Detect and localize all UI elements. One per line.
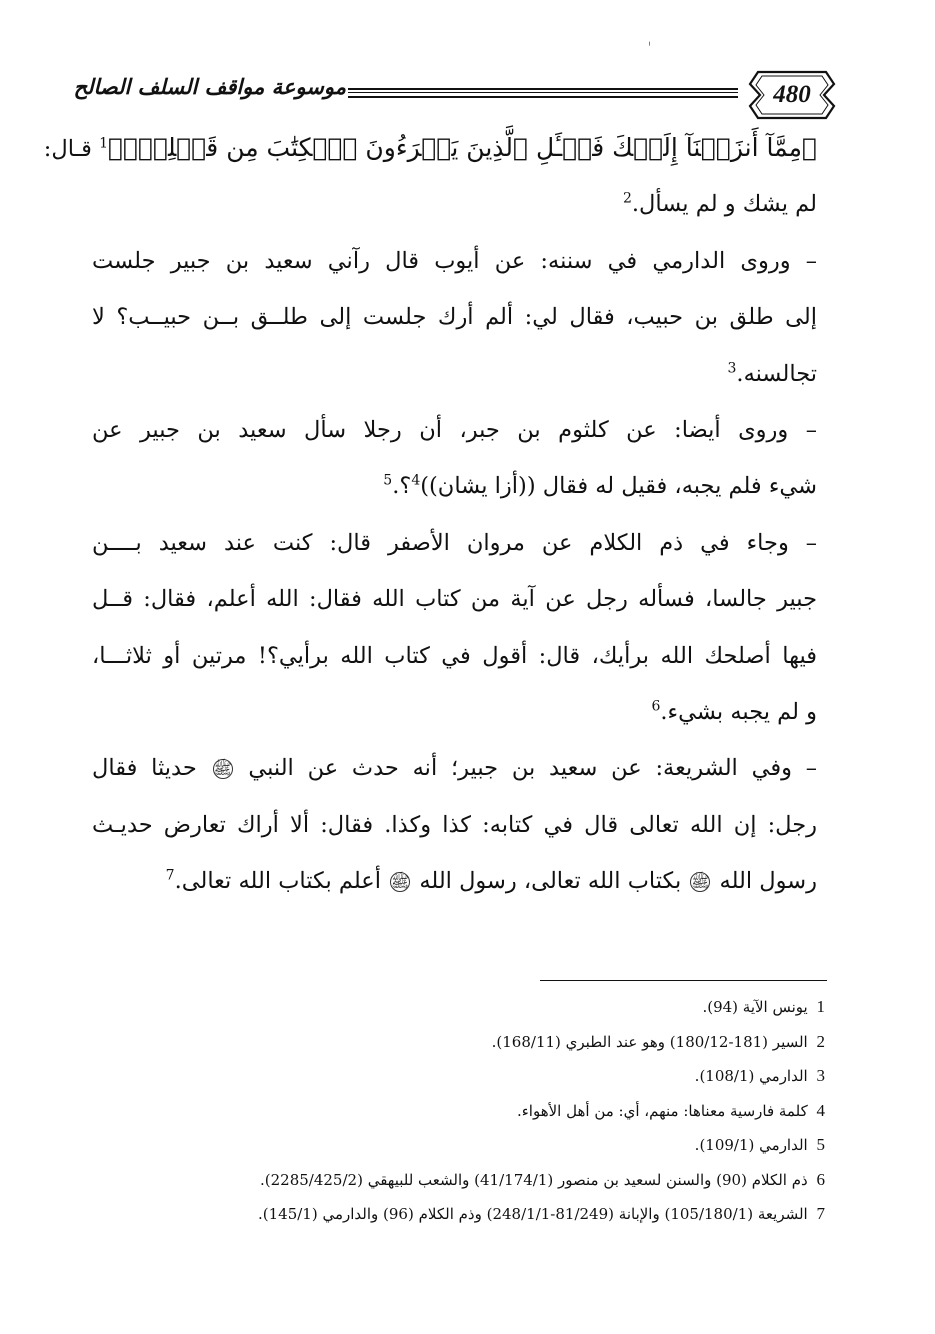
text-line-11 <box>92 684 817 740</box>
footnote-item <box>120 990 825 1025</box>
line-14-text-a: رسول الله <box>719 868 817 895</box>
footnote-ref-7: 7 <box>165 867 175 884</box>
line-14-text-c: أعلم بكتاب الله تعالى. <box>174 868 381 895</box>
footnotes <box>120 990 825 1232</box>
text-line-10: فيها أصلحك الله برأيك، قال: أقول في كتاب الله برأيي؟! مرتين أو ثلاثـــا، <box>92 642 817 669</box>
line-5-text: تجالسنه. <box>736 360 817 387</box>
footnote-text: كلمة فارسية معناها: منهم، أي: من أهل الأهواء. <box>516 1101 808 1120</box>
page-number-badge <box>746 66 838 124</box>
page-header <box>73 66 838 128</box>
footnote-ref-4: 4 <box>411 472 421 489</box>
footnote-ref-2: 2 <box>622 190 632 207</box>
text-line-14 <box>92 853 817 909</box>
footnote-number: 6 <box>816 1169 825 1189</box>
line-11-text: و لم يجبه بشيء. <box>660 698 817 725</box>
main-text <box>43 120 817 909</box>
line-14-text-b: بكتاب الله تعالى، رسول الله <box>419 868 682 895</box>
footnote-item <box>120 1094 825 1129</box>
pbuh-glyph-icon: ﷺ <box>213 760 232 779</box>
footnote-text: يونس الآية (94). <box>702 998 808 1016</box>
text-line-9: جبير جالسا، فسأله رجل عن آية من كتاب الله فقال: الله أعلم، فقال: قــل <box>92 586 817 613</box>
line-7-text: شيء فلم يجبه، فقيل له فقال ((أزا يشان)) <box>420 473 817 500</box>
pbuh-glyph-icon: ﷺ <box>391 873 410 892</box>
line-7-punct: ؟. <box>392 473 412 500</box>
header-rule <box>348 88 738 98</box>
footnote-ref-6: 6 <box>651 698 661 715</box>
text-line-3: – وروى الدارمي في سننه: عن أيوب قال رآني سعيد بن جبير جلست <box>92 247 817 274</box>
footnote-separator <box>540 980 827 981</box>
text-line-4: إلى طلق بن حبيب، فقال لي: ألم أرك جلست إلى طلــق بــن حبيــب؟ لا <box>92 304 817 331</box>
text-line-2 <box>92 176 817 232</box>
footnote-number: 4 <box>816 1100 825 1120</box>
footnote-number: 5 <box>816 1135 825 1154</box>
text-line-12 <box>92 740 817 796</box>
footnote-text: السير (181-180/12) وهو عند الطبري (168/11). <box>491 1032 808 1051</box>
page-number: 480 <box>773 81 811 108</box>
footnote-number: 3 <box>816 1066 825 1085</box>
footnote-number: 2 <box>816 1031 825 1051</box>
footnote-ref-3: 3 <box>727 360 737 377</box>
footnote-text: الدارمي (108/1). <box>694 1067 808 1085</box>
footnote-item <box>120 1128 825 1163</box>
quran-verse: ﴿مِمَّآ أَنزَلۡنَآ إِلَيۡكَ فَسۡـَٔلِ ٱلَّذِينَ يَقۡرَءُونَ ٱلۡكِتَٰبَ مِن قَبۡلِكَۚ﴾ <box>108 133 817 162</box>
footnote-text: الدارمي (109/1). <box>694 1136 808 1154</box>
text-line-6: – وروى أيضا: عن كلثوم بن جبر، أن رجلا سأل سعيد بن جبير عن <box>92 416 817 443</box>
line-12-text-b: حديثا فقال <box>92 755 197 782</box>
text-line-8: – وجاء في ذم الكلام عن مروان الأصفر قال: كنت عند سعيد بــــن <box>92 529 817 556</box>
footnote-number: 1 <box>816 997 825 1016</box>
footnote-ref-1: 1 <box>99 135 108 152</box>
text-line-1 <box>43 120 817 176</box>
header-rule-middle <box>348 92 738 93</box>
footnote-number: 7 <box>816 1204 825 1223</box>
footnote-item <box>120 1163 825 1198</box>
series-title: موسوعة مواقف السلف الصالح <box>73 74 346 99</box>
line-1-tail: قـال: <box>43 136 92 162</box>
pbuh-glyph-icon: ﷺ <box>691 873 710 892</box>
text-line-5 <box>92 346 817 402</box>
footnote-item <box>120 1025 825 1060</box>
line-12-text-a: – وفي الشريعة: عن سعيد بن جبير؛ أنه حدث عن النبي <box>248 755 817 782</box>
footnote-text: الشريعة (105/180/1) والإبانة (81/249-248/1/1) وذم الكلام (96) والدارمي (145/1). <box>257 1205 808 1223</box>
footnote-item <box>120 1197 825 1232</box>
text-line-13: رجل: إن الله تعالى قال في كتابه: كذا وكذا. فقال: ألا أراك تعارض حديـث <box>92 811 817 838</box>
text-line-7 <box>92 458 817 514</box>
footnote-ref-5: 5 <box>383 472 393 489</box>
footnote-text: ذم الكلام (90) والسنن لسعيد بن منصور (41/174/1) والشعب للبيهقي (2285/425/2). <box>259 1170 808 1189</box>
line-2-text: لم يشك و لم يسأل. <box>631 191 817 218</box>
footnote-item <box>120 1059 825 1094</box>
